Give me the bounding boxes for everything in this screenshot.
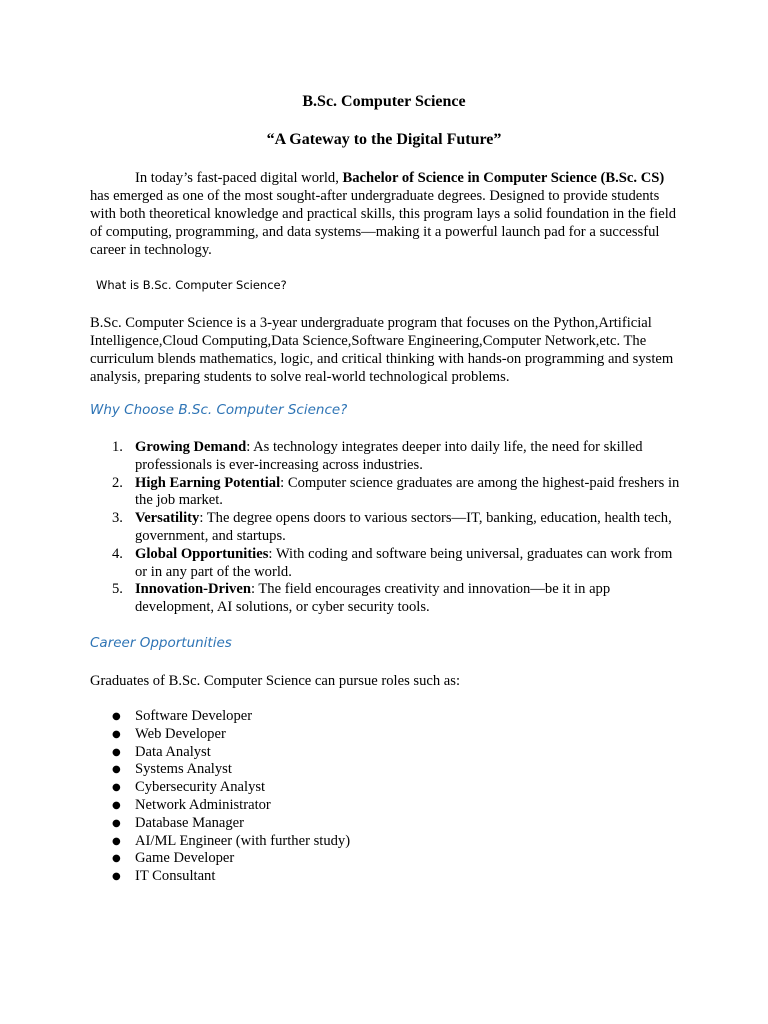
list-item — [90, 546, 680, 582]
reasons-list — [90, 439, 680, 617]
intro-paragraph — [90, 169, 680, 259]
career-opportunities-heading: Career Opportunities — [90, 635, 232, 651]
bullet-icon: ● — [112, 799, 121, 811]
career-label: Database Manager — [135, 814, 244, 831]
list-item — [90, 744, 680, 762]
intro-text-end: has emerged as one of the most sought-after undergraduate degrees. Designed to provide students with both theoretical knowledge and practical skills, this program lays a solid foundation in the field of computing, programming, and data systems—making it a powerful launch pad for a successful career in technology. — [90, 188, 677, 258]
what-is-heading: What is B.Sc. Computer Science? — [96, 278, 287, 292]
list-item — [90, 510, 680, 546]
career-label: Network Administrator — [135, 796, 271, 813]
list-item — [90, 708, 680, 726]
list-item — [90, 439, 680, 475]
career-label: Game Developer — [135, 850, 235, 867]
list-item — [90, 761, 680, 779]
bullet-icon: ● — [112, 782, 121, 794]
list-number: 4. — [112, 545, 123, 562]
reason-text: : The degree opens doors to various sectors—IT, banking, education, health tech, government, and startups. — [135, 510, 672, 544]
reason-text: : With coding and software being universal, graduates can work from or in any part of the world. — [135, 545, 673, 580]
list-item — [90, 833, 680, 851]
list-number: 2. — [112, 474, 123, 491]
reason-title: Innovation-Driven — [135, 581, 251, 598]
reason-title: Versatility — [135, 510, 200, 527]
career-label: Cybersecurity Analyst — [135, 779, 266, 796]
list-item — [90, 779, 680, 797]
list-item — [90, 726, 680, 744]
career-label: Software Developer — [135, 708, 253, 724]
bullet-icon: ● — [112, 711, 121, 722]
document-subtitle: “A Gateway to the Digital Future” — [266, 131, 502, 148]
why-choose-heading: Why Choose B.Sc. Computer Science? — [90, 402, 348, 418]
bullet-icon: ● — [112, 764, 121, 776]
career-label: IT Consultant — [135, 868, 216, 885]
careers-list — [90, 708, 680, 886]
reason-text: : Computer science graduates are among the highest-paid freshers in the job market. — [135, 474, 680, 509]
bullet-icon: ● — [112, 871, 121, 883]
list-item — [90, 815, 680, 833]
bullet-icon: ● — [112, 817, 121, 829]
reason-text: : The field encourages creativity and innovation—be it in app development, AI solutions, or cyber security tools. — [135, 581, 611, 616]
list-item — [90, 475, 680, 511]
intro-degree-name: Bachelor of Science in Computer Science (B.Sc. CS) — [342, 170, 665, 186]
list-number: 1. — [112, 439, 123, 455]
reason-title: Growing Demand — [135, 439, 247, 455]
career-label: Data Analyst — [135, 743, 211, 760]
reason-title: High Earning Potential — [135, 474, 281, 491]
list-item — [90, 581, 680, 617]
bullet-icon: ● — [112, 853, 121, 865]
list-item — [90, 868, 680, 886]
intro-text-start: In today’s fast-paced digital world, — [135, 170, 343, 186]
list-number: 3. — [112, 510, 123, 527]
career-label: Systems Analyst — [135, 761, 232, 778]
career-label: AI/ML Engineer (with further study) — [135, 832, 351, 849]
bullet-icon: ● — [112, 746, 121, 758]
document-title: B.Sc. Computer Science — [302, 93, 466, 110]
career-intro-paragraph: Graduates of B.Sc. Computer Science can pursue roles such as: — [90, 673, 461, 689]
reason-title: Global Opportunities — [135, 545, 269, 562]
what-is-paragraph: B.Sc. Computer Science is a 3-year undergraduate program that focuses on the Python,Artificial Intelligence,Cloud Computing,Data Science,Software Engineering,Computer Network,etc. The curriculum blends mathematics, logic, and critical thinking with hands-on programming and system analysis, preparing students to solve real-world technological problems. — [90, 315, 674, 385]
list-item — [90, 797, 680, 815]
bullet-icon: ● — [112, 835, 121, 847]
reason-text: : As technology integrates deeper into daily life, the need for skilled professionals is ever-increasing across industries. — [135, 439, 643, 473]
bullet-icon: ● — [112, 728, 121, 740]
list-item — [90, 850, 680, 868]
list-number: 5. — [112, 581, 123, 598]
career-label: Web Developer — [135, 725, 226, 742]
